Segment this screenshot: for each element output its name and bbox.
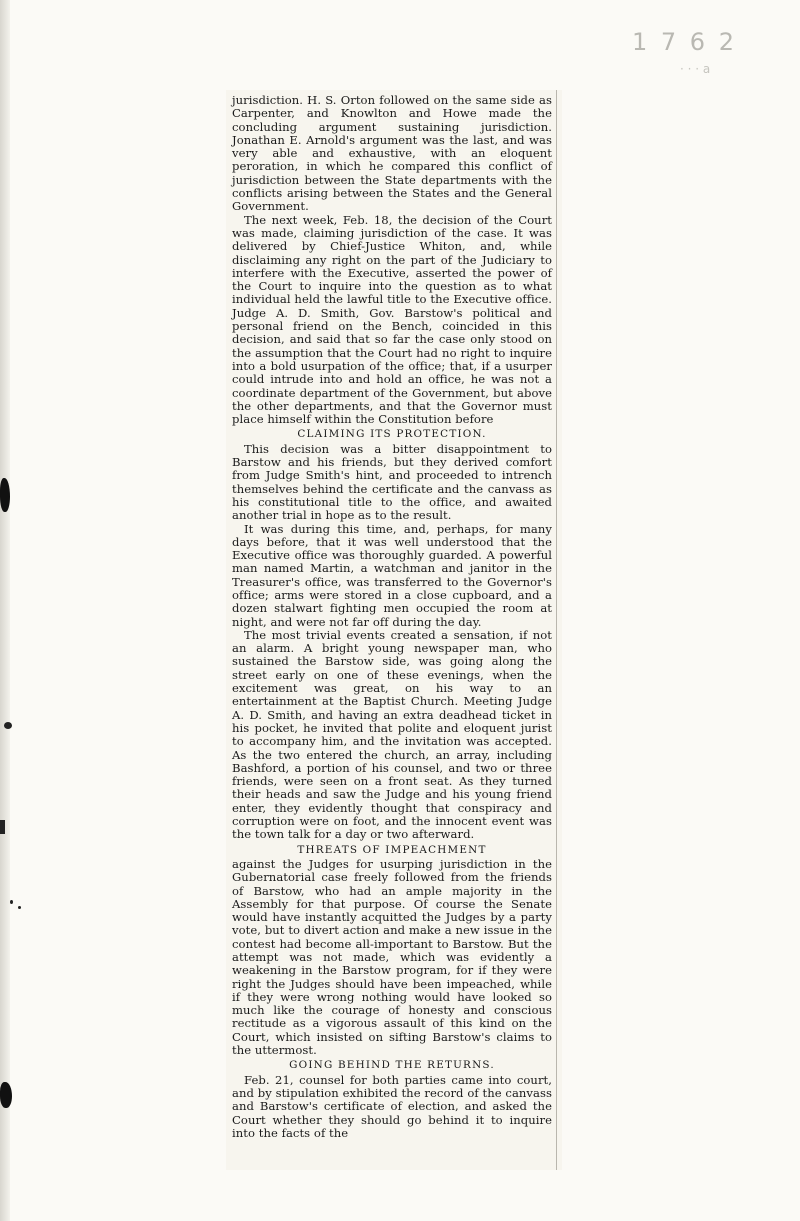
article-paragraph: The most trivial events created a sensation, if not an alarm. A bright young newspaper man, who sustained the Barstow side, was going along the street early on one of these evenings, when the excitement was great, on his way to an entertainment at the Baptist Church. Meeting Judge A. D. Smith, and having an extra deadhead ticket in his pocket, he invited that polite and eloquent jurist to accompany him, and the invitation was accepted. As the two entered the church, an array, including Bashford, a portion of his counsel, and two or three friends, were seen on a front seat. As they turned their heads and saw the Judge and his young friend enter, they evidently thought that conspiracy and corruption were on foot, and the innocent event was the town talk for a day or two afterward. — [232, 627, 552, 842]
pencil-annotation: 1 7 6 2 — [632, 28, 737, 56]
article-paragraph: This decision was a bitter disappointment to Barstow and his friends, but they derived comfort from Judge Smith's hint, and proceeded to intrench themselves behind the certificate and the canvass as his constitutional title to the office, and awaited another trial in hope as to the result. — [232, 441, 552, 523]
article-paragraph: Feb. 21, counsel for both parties came into court, and by stipulation exhibited the record of the canvass and Barstow's certificate of election, and asked the Court whether they should go behind it to inquire into the facts of the — [232, 1072, 552, 1140]
margin-ink-mark — [4, 722, 12, 729]
margin-ink-mark — [10, 900, 13, 904]
section-heading: THREATS OF IMPEACHMENT — [297, 843, 487, 856]
page-edge — [0, 0, 10, 1221]
pencil-annotation-sub: · · · a — [680, 62, 711, 76]
article-column — [232, 94, 552, 1140]
article-paragraph: jurisdiction. H. S. Orton followed on the same side as Carpenter, and Knowlton and Howe made the concluding argument sustaining jurisdiction. Jonathan E. Arnold's argument was the last, and was very able and exhaustive, with an eloquent peroration, in which he compared this conflict of jurisdiction between the State departments with the conflicts arising between the States and the General Government. — [232, 93, 552, 214]
column-rule — [556, 90, 557, 1170]
article-paragraph: against the Judges for usurping jurisdiction in the Gubernatorial case freely followed from the friends of Barstow, who had an ample majority in the Assembly for that purpose. Of course the Senate would have instantly acquitted the Judges by a party vote, but to divert action and make a new issue in the contest had become all-important to Barstow. But the attempt was not made, which was evidently a weakening in the Barstow program, for if they were right the Judges should have been impeached, while if they were wrong nothing would have looked so much like the courage of honesty and conscious rectitude as a vigorous assault of this kind on the Court, which insisted on sifting Barstow's claims to the uttermost. — [232, 856, 552, 1058]
section-heading: CLAIMING ITS PROTECTION. — [297, 428, 487, 441]
margin-ink-mark — [0, 478, 10, 512]
section-heading: GOING BEHIND THE RETURNS. — [289, 1059, 495, 1072]
article-paragraph: It was during this time, and, perhaps, for many days before, that it was well understood that the Executive office was thoroughly guarded. A powerful man named Martin, a watchman and janitor in the Treasurer's office, was transferred to the Governor's office; arms were stored in a close cupboard, and a dozen stalwart fighting men occupied the room at night, and were not far off during the day. — [232, 521, 552, 629]
margin-ink-mark — [0, 820, 5, 834]
article-paragraph: The next week, Feb. 18, the decision of the Court was made, claiming jurisdiction of the case. It was delivered by Chief-Justice Whiton, and, while disclaiming any right on the part of the Judiciary to interfere with the Executive, asserted the power of the Court to inquire into the question as to what individual held the lawful title to the Executive office. Judge A. D. Smith, Gov. Barstow's political and personal friend on the Bench, coincided in this decision, and said that so far the case only stood on the assumption that the Court had no right to inquire into a bold usurpation of the office; that, if a usurper could intrude into and hold an office, he was not a coordinate department of the Government, but above the other departments, and that the Governor must place himself within the Constitution before — [232, 212, 552, 427]
margin-ink-mark — [18, 906, 21, 909]
margin-ink-mark — [0, 1082, 12, 1108]
